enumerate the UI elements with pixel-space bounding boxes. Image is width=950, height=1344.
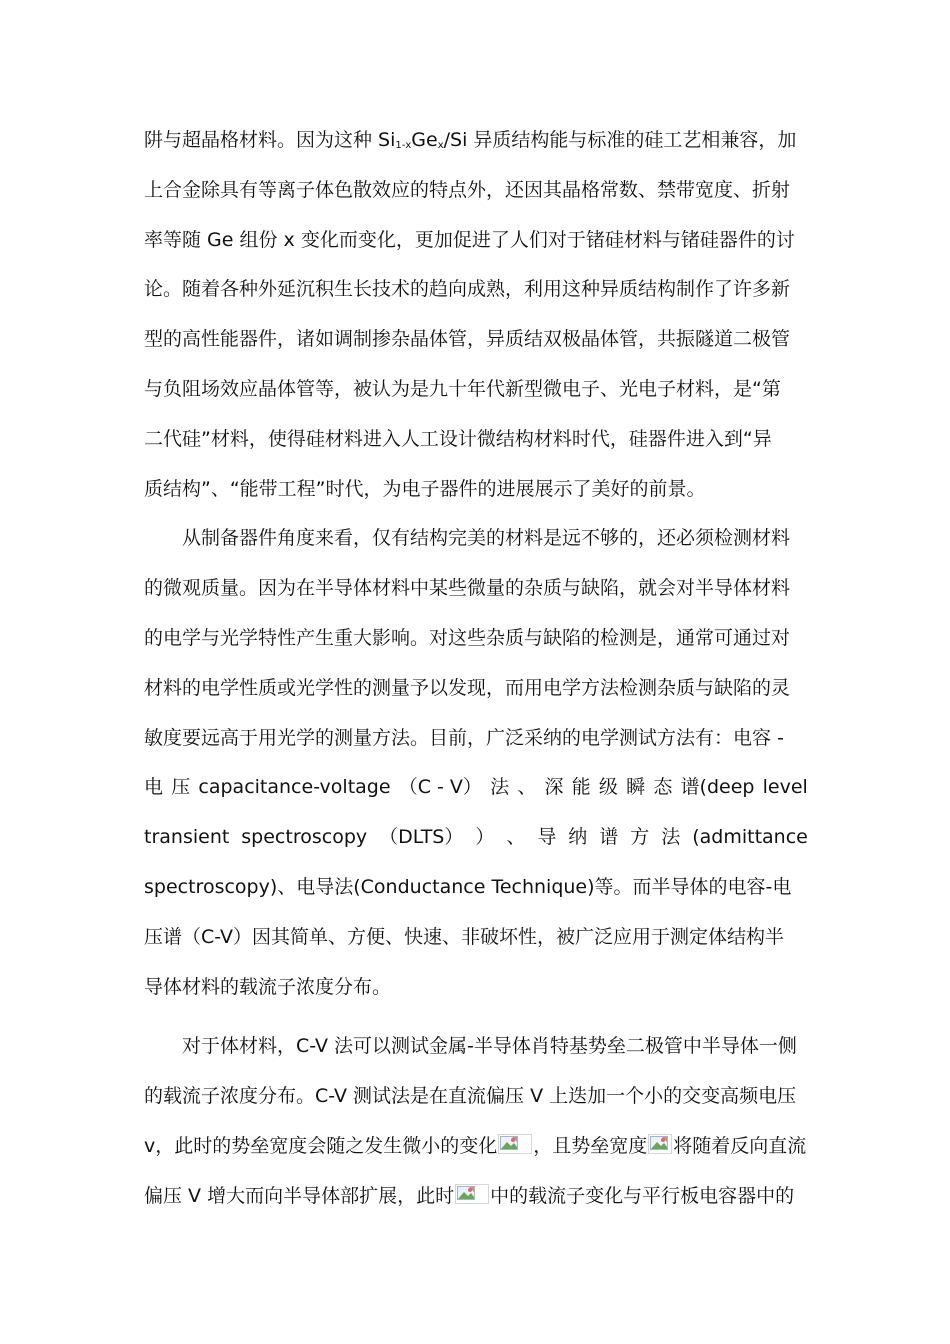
text-segment: 中的载流子变化与平行板电容器中的	[490, 1184, 795, 1207]
justified-word: 法	[661, 826, 681, 849]
paragraph-1-line-4: 论。随着各种外延沉积生长技术的趋向成熟，利用这种异质结构制作了许多新	[144, 278, 791, 301]
justified-word: 导	[537, 826, 557, 849]
paragraph-2-line-5: 敏度要远高于用光学的测量方法。目前，广泛采纳的电学测试方法有：电容 -	[144, 726, 784, 749]
text-segment: 将随着反向直流	[673, 1134, 807, 1157]
paragraph-3-line-1: 对于体材料，C-V 法可以测试金属-半导体肖特基势垒二极管中半导体一侧	[182, 1035, 797, 1058]
subscript: x	[437, 140, 444, 151]
document-body	[144, 116, 808, 1222]
paragraph-2-line-1: 从制备器件角度来看，仅有结构完美的材料是远不够的，还必须检测材料	[182, 527, 791, 550]
justified-word: 态	[653, 776, 673, 799]
justified-word: （C - V）	[398, 776, 482, 799]
paragraph-1-line-8: 质结构”、“能带工程”时代，为电子器件的进展展示了美好的前景。	[144, 477, 706, 500]
justified-word: (admittance	[692, 826, 808, 849]
text-segment: 偏压 V 增大而向半导体部扩展，此时	[144, 1184, 455, 1207]
paragraph-2-line-4: 材料的电学性质或光学性的测量予以发现，而用电学方法检测杂质与缺陷的灵	[144, 676, 791, 699]
text-segment: v，此时的势垒宽度会随之发生微小的变化	[144, 1134, 498, 1157]
justified-word: 纳	[568, 826, 588, 849]
justified-word: 级	[598, 776, 618, 799]
text-run	[144, 116, 796, 166]
paragraph-2-line-7	[144, 813, 808, 863]
paragraph-2-line-8: spectroscopy)、电导法(Conductance Technique)等。而半导体的电容-电	[144, 875, 792, 898]
paragraph-2-line-2: 的微观质量。因为在半导体材料中某些微量的杂质与缺陷，就会对半导体材料	[144, 577, 791, 600]
text-segment: /Si 异质结构能与标准的硅工艺相兼容，加	[443, 129, 797, 151]
justified-word: 法	[490, 776, 510, 799]
broken-image-icon	[455, 1184, 489, 1204]
justified-word: 压	[171, 776, 191, 799]
justified-word: 、	[517, 776, 537, 799]
text-segment: 阱与超晶格材料。因为这种 Si	[144, 129, 396, 151]
justified-word: level	[762, 776, 808, 799]
justified-word: 深	[544, 776, 564, 799]
paragraph-1-line-6: 与负阻场效应晶体管等，被认为是九十年代新型微电子、光电子材料，是“第	[144, 377, 781, 400]
justified-word: 、	[506, 826, 526, 849]
paragraph-2-line-9: 压谱（C-V）因其简单、方便、快速、非破坏性，被广泛应用于测定体结构半	[144, 925, 785, 948]
paragraph-3-line-3	[144, 1122, 808, 1172]
paragraph-3-line-4	[144, 1172, 808, 1222]
justified-word: 电	[144, 776, 164, 799]
paragraph-spacer	[144, 1012, 808, 1022]
paragraph-1-line-5: 型的高性能器件，诸如调制掺杂晶体管，异质结双极晶体管，共振隧道二极管	[144, 328, 791, 351]
paragraph-3-line-2: 的载流子浓度分布。C-V 测试法是在直流偏压 V 上迭加一个小的交变高频电压	[144, 1085, 797, 1108]
justified-word: 瞬	[626, 776, 646, 799]
paragraph-1-line-7: 二代硅”材料，使得硅材料进入人工设计微结构材料时代，硅器件进入到“异	[144, 427, 772, 450]
paragraph-1-line-2: 上合金除具有等离子体色散效应的特点外，还因其晶格常数、禁带宽度、折射	[144, 178, 791, 201]
justified-word: 方	[630, 826, 650, 849]
text-segment: Ge	[411, 129, 438, 151]
justified-word: capacitance-voltage	[198, 776, 391, 799]
justified-word: 谱(deep	[680, 776, 755, 799]
justified-word: 能	[571, 776, 591, 799]
justified-word: 谱	[599, 826, 619, 849]
justified-word: ）	[475, 826, 495, 849]
paragraph-2-line-6	[144, 763, 808, 813]
paragraph-2-line-3: 的电学与光学特性产生重大影响。对这些杂质与缺陷的检测是，通常可通过对	[144, 626, 791, 649]
broken-image-icon	[648, 1134, 672, 1154]
paragraph-1-line-3: 率等随 Ge 组份 x 变化而变化，更加促进了人们对于锗硅材料与锗硅器件的讨	[144, 228, 795, 251]
text-segment: ，且势垒宽度	[533, 1134, 648, 1157]
justified-word: transient	[144, 826, 230, 849]
paragraph-1-line-1	[144, 116, 808, 166]
broken-image-icon	[498, 1134, 532, 1154]
subscript: 1-x	[395, 140, 412, 151]
justified-word: （DLTS）	[379, 826, 464, 849]
justified-word: spectroscopy	[241, 826, 368, 849]
paragraph-2-line-10: 导体材料的载流子浓度分布。	[144, 975, 392, 998]
